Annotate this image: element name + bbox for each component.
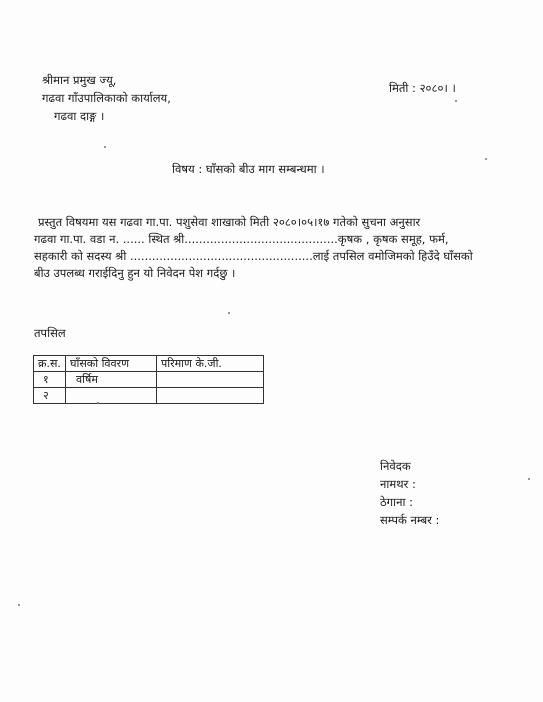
body-line-1: प्रस्तुत विषयमा यस गढवा गा.पा. पशुसेवा शाखाको मिती २०८०।०५।१७ गतेको सुचना अनुसार <box>38 215 421 229</box>
scan-speck <box>528 478 530 480</box>
table-header-quantity: परिमाण के.जी. <box>157 356 264 372</box>
scan-speck <box>485 158 487 160</box>
applicant-contact-label: सम्पर्क नम्बर : <box>380 513 440 527</box>
table-header-sn: क्र.स. <box>34 356 66 372</box>
applicant-title: निवेदक <box>380 459 411 473</box>
addressee-line-1: श्रीमान प्रमुख ज्यू, <box>42 73 117 87</box>
table-header-description: घाँसको विवरण <box>66 356 157 372</box>
applicant-address-label: ठेगाना : <box>380 495 414 509</box>
subject-line: विषय : घाँसको बीउ माग सम्बन्धमा । <box>172 162 325 176</box>
scan-speck <box>455 100 457 102</box>
scan-speck <box>18 604 20 606</box>
table-cell-description <box>66 388 157 404</box>
table-cell-quantity <box>157 372 264 388</box>
table-header-row <box>34 356 264 372</box>
scan-speck <box>104 146 106 148</box>
seed-table <box>33 355 264 404</box>
addressee-line-2: गढवा गाँउपालिकाको कार्यालय, <box>42 91 171 105</box>
date-field: मिती : २०८०। । <box>389 81 456 95</box>
scan-speck <box>97 402 99 404</box>
table-title: तपसिल <box>34 326 66 340</box>
table-row <box>34 372 264 388</box>
table-cell-quantity <box>157 388 264 404</box>
scan-speck <box>228 312 230 314</box>
table-row <box>34 388 264 404</box>
table-cell-sn: १ <box>34 372 66 388</box>
addressee-line-3: गढवा दाङ्ग । <box>54 109 105 123</box>
body-line-4: बीउ उपलब्ध गराईदिनु हुन यो निवेदन पेश गर्दछु । <box>34 266 236 280</box>
table-cell-description: वर्षिम <box>66 372 157 388</box>
body-line-2: गढवा गा.पा. वडा न. ...... स्थित श्री..........................................कृषक , कृषक समूह, फर्म, <box>34 232 449 246</box>
applicant-name-label: नामथर : <box>380 477 416 491</box>
body-paragraph <box>34 214 514 282</box>
body-line-3: सहकारी को सदस्य श्री ..................................................लाई तपसिल वमोजिमको हिउँदे घाँसको <box>34 249 473 263</box>
table-cell-sn: २ <box>34 388 66 404</box>
